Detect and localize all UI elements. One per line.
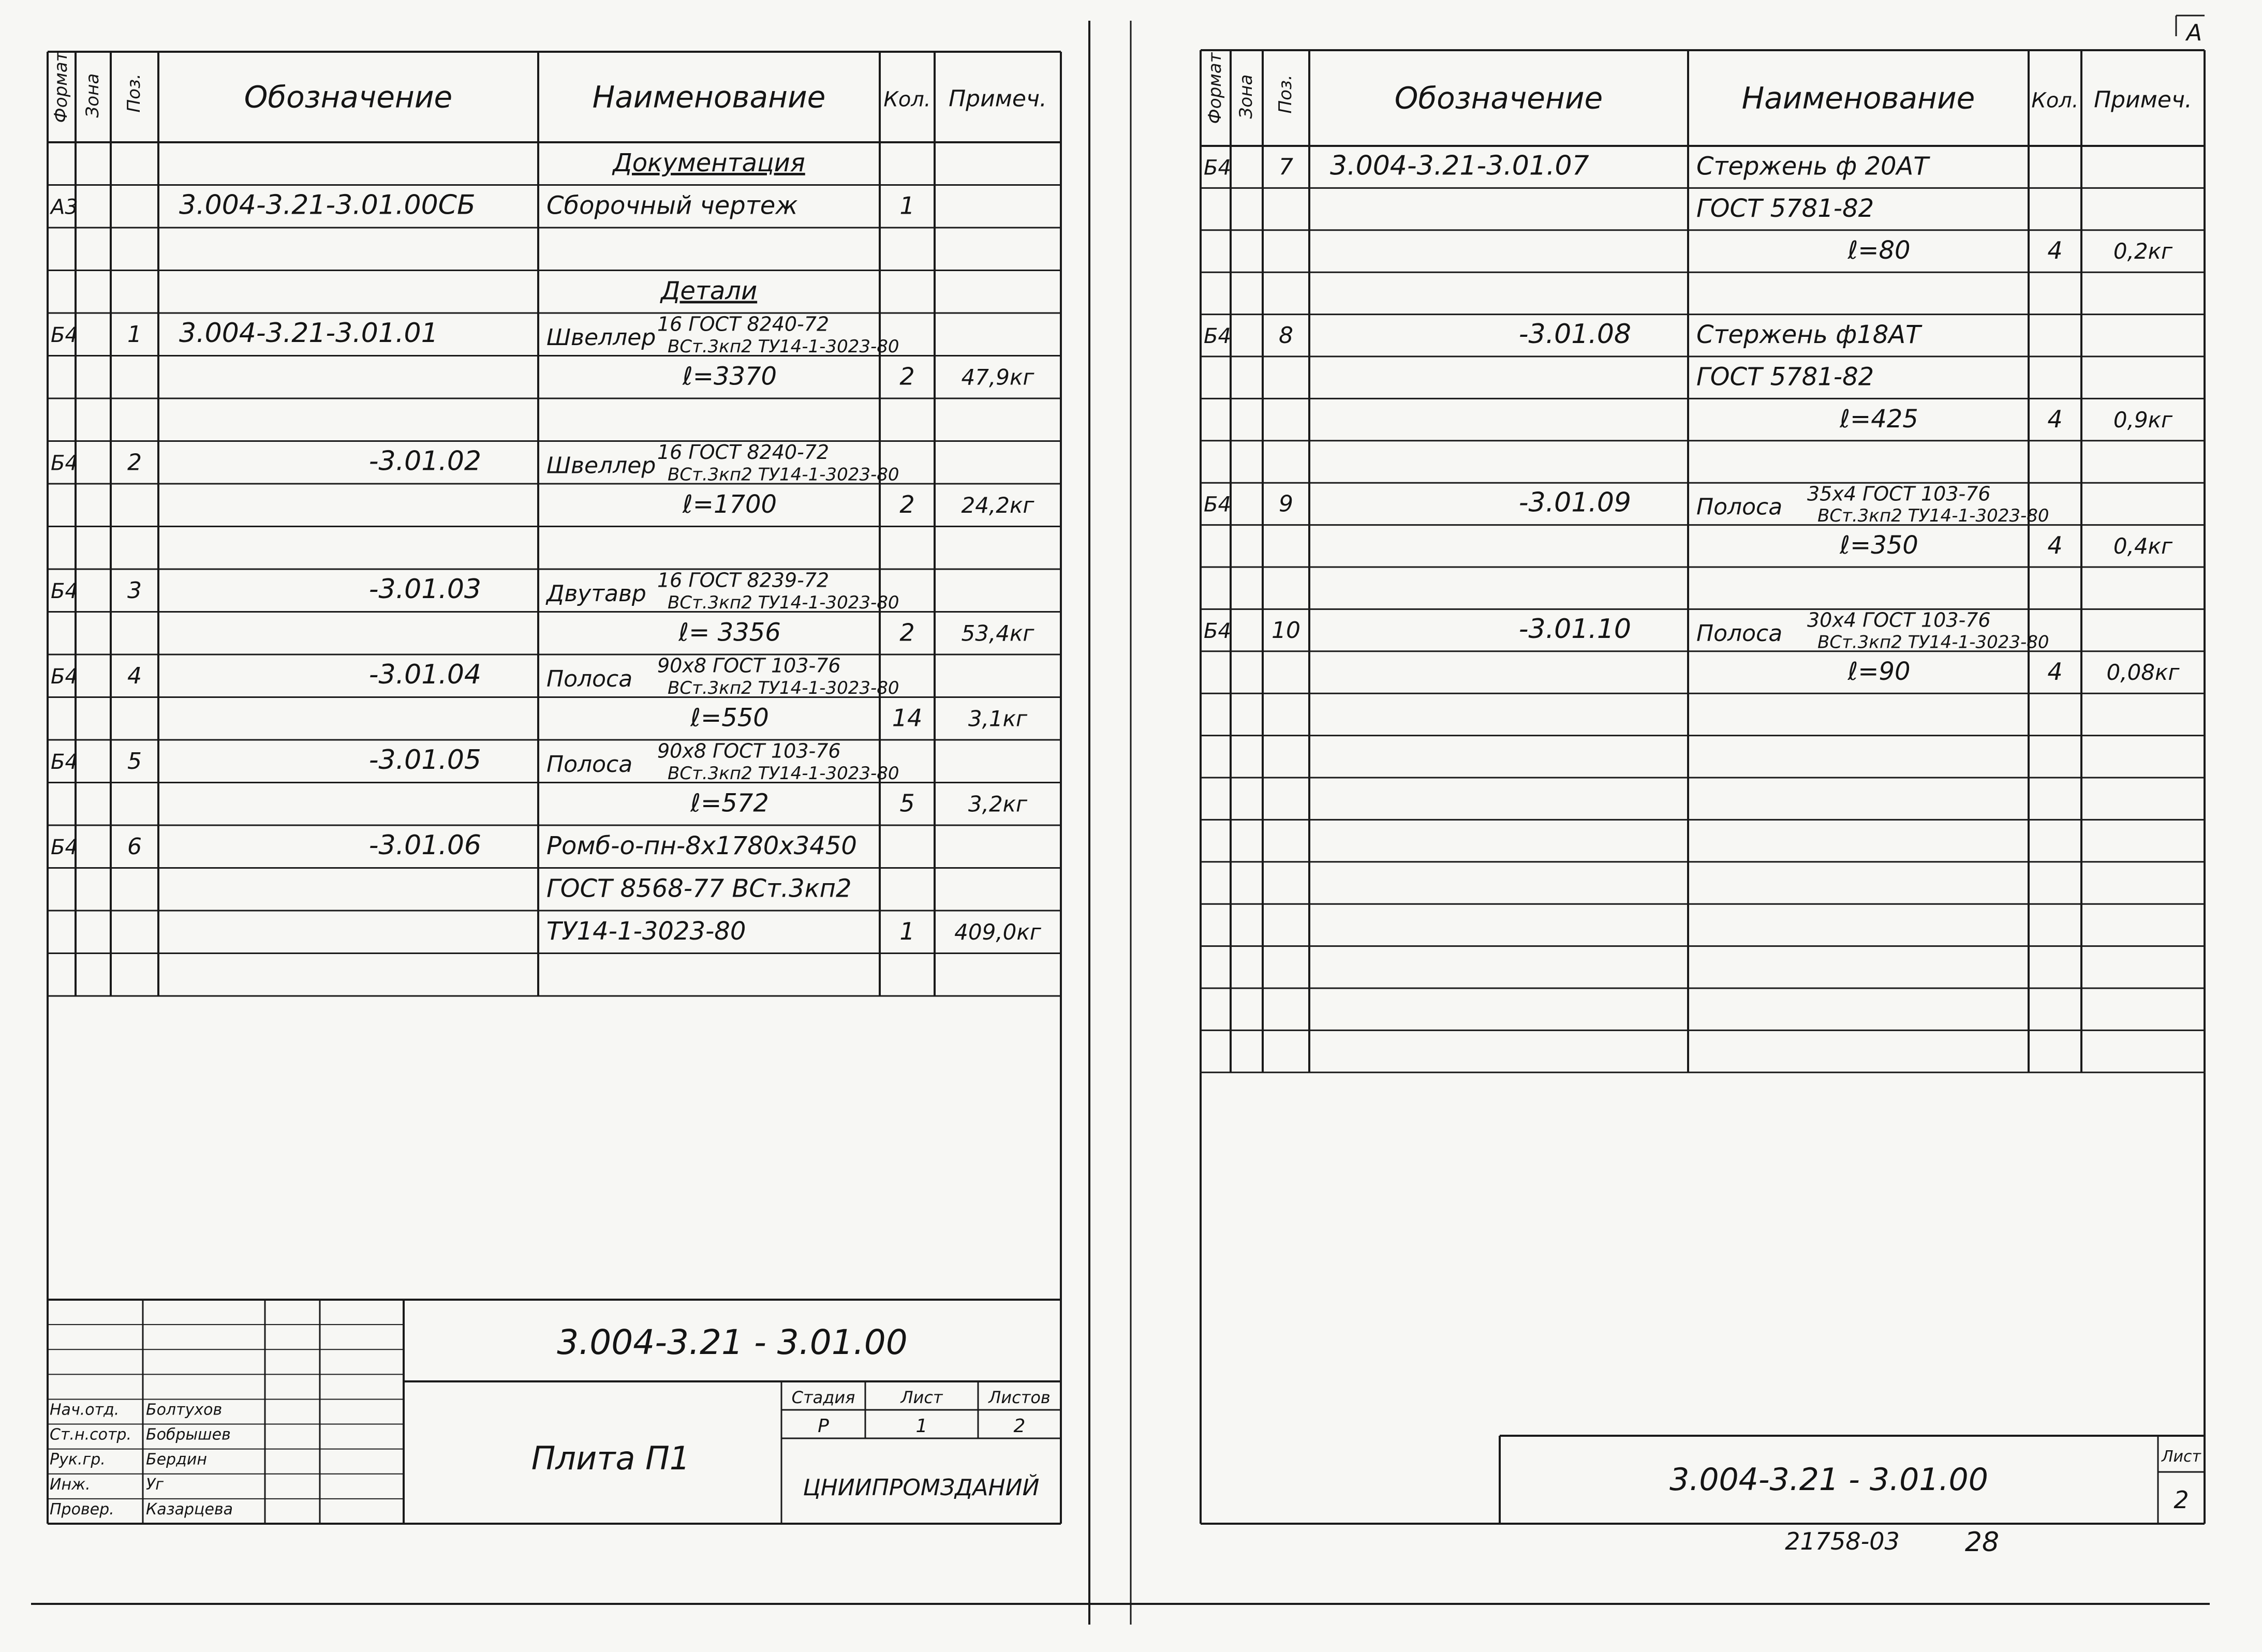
row-format: Б4 [1204, 324, 1231, 348]
row-format: Б4 [51, 451, 78, 475]
row-quantity: 4 [2047, 531, 2063, 559]
row-name: ГОСТ 8568-77 ВСт.3кп2 [546, 874, 852, 903]
row-name-material: ВСт.3кп2 ТУ14-1-3023-80 [1817, 505, 2049, 527]
row-name: Стержень ф 20АТ [1696, 152, 1929, 181]
archive-number: 21758-03 [1785, 1527, 1900, 1555]
row-name: Стержень ф18АТ [1696, 320, 1921, 349]
signer-role: Ст.н.сотр. [50, 1425, 132, 1444]
row-position: 5 [127, 748, 142, 775]
row-name-material: ВСт.3кп2 ТУ14-1-3023-80 [668, 336, 899, 357]
row-quantity: 2 [899, 490, 915, 519]
row-name: Полоса [1696, 620, 1783, 647]
signer-role: Провер. [50, 1500, 114, 1519]
header-designation: Обозначение [1394, 80, 1603, 116]
header-qty: Кол. [2031, 88, 2079, 113]
row-designation: -3.01.04 [368, 659, 481, 691]
row-position: 6 [127, 834, 142, 860]
header-format: Формат [1205, 52, 1225, 124]
row-name-material: ВСт.3кп2 ТУ14-1-3023-80 [1817, 632, 2049, 653]
row-note: 409,0кг [954, 919, 1041, 945]
row-name: Двутавр [546, 581, 646, 607]
row-name: ГОСТ 5781-82 [1696, 194, 1874, 223]
right-sheet-value: 2 [2174, 1486, 2189, 1514]
row-note: 53,4кг [961, 620, 1034, 646]
row-length: ℓ=90 [1847, 657, 1911, 687]
row-format: Б4 [51, 323, 78, 348]
signer-role: Нач.отд. [50, 1401, 120, 1419]
row-format: Б4 [1204, 619, 1231, 643]
row-note: 3,1кг [968, 706, 1028, 732]
row-note: 0,08кг [2106, 660, 2180, 686]
row-designation: -3.01.10 [1518, 613, 1631, 645]
row-name-spec: 30х4 ГОСТ 103-76 [1807, 608, 1991, 632]
row-name-material: ВСт.3кп2 ТУ14-1-3023-80 [668, 464, 899, 485]
row-note: 0,9кг [2113, 407, 2173, 433]
row-designation: -3.01.09 [1518, 487, 1631, 518]
row-position: 8 [1279, 322, 1293, 349]
signer-name: Бобрышев [146, 1425, 231, 1444]
header-note: Примеч. [2094, 86, 2192, 113]
header-note: Примеч. [949, 85, 1047, 112]
header-name: Наименование [592, 79, 826, 115]
signer-name: Бердин [146, 1450, 207, 1469]
row-length: ℓ=350 [1840, 530, 1918, 560]
row-designation: 3.004-3.21-3.01.00СБ [179, 189, 476, 221]
right-sheet-label: Лист [2161, 1448, 2201, 1466]
row-note: 0,4кг [2113, 533, 2173, 559]
row-name-spec: 16 ГОСТ 8240-72 [657, 312, 830, 336]
row-quantity: 5 [899, 789, 915, 817]
row-quantity: 1 [899, 191, 915, 220]
row-position: 9 [1279, 490, 1293, 517]
row-length: ℓ=1700 [682, 490, 777, 519]
header-pos: Поз. [1275, 75, 1296, 114]
header-format: Формат [51, 51, 71, 123]
row-note: 3,2кг [968, 791, 1028, 817]
row-designation: -3.01.08 [1518, 318, 1631, 350]
row-note: 24,2кг [961, 493, 1034, 518]
row-position: 3 [127, 577, 142, 604]
signer-role: Инж. [50, 1475, 91, 1494]
row-format: Б4 [51, 665, 78, 689]
header-zone: Зона [1236, 74, 1256, 119]
row-quantity: 1 [899, 917, 915, 946]
row-length: ℓ= 3356 [678, 618, 781, 647]
row-name: Швеллер [546, 452, 656, 479]
right-doc-code: 3.004-3.21 - 3.01.00 [1669, 1462, 1988, 1498]
sheet-label: Лист [900, 1388, 943, 1407]
row-format: Б4 [51, 750, 78, 775]
page-number: 28 [1964, 1527, 2000, 1558]
signer-role: Рук.гр. [50, 1450, 106, 1469]
row-name: ТУ14-1-3023-80 [546, 917, 746, 946]
row-format: Б4 [1204, 493, 1231, 517]
section-heading: Документация [613, 148, 805, 178]
organization: ЦНИИПРОМЗДАНИЙ [803, 1475, 1040, 1501]
row-name: Ромб-о-пн-8х1780х3450 [546, 831, 857, 861]
header-name: Наименование [1741, 80, 1975, 116]
row-name-spec: 90х8 ГОСТ 103-76 [657, 654, 841, 677]
row-name: Полоса [546, 666, 633, 693]
row-position: 4 [127, 663, 142, 690]
row-name-material: ВСт.3кп2 ТУ14-1-3023-80 [668, 677, 899, 698]
row-position: 10 [1272, 617, 1300, 644]
row-name-material: ВСт.3кп2 ТУ14-1-3023-80 [668, 763, 899, 784]
row-quantity: 2 [899, 362, 915, 391]
corner-mark: А [2186, 20, 2202, 46]
row-name-spec: 35х4 ГОСТ 103-76 [1807, 482, 1991, 505]
header-qty: Кол. [883, 87, 931, 112]
row-name-spec: 90х8 ГОСТ 103-76 [657, 739, 841, 763]
row-length: ℓ=572 [690, 788, 769, 818]
row-length: ℓ=425 [1840, 404, 1918, 434]
row-format: Б4 [1204, 156, 1231, 180]
row-format: Б4 [51, 579, 78, 604]
row-length: ℓ=550 [690, 703, 769, 733]
row-name: Сборочный чертеж [546, 191, 798, 220]
row-name-spec: 16 ГОСТ 8239-72 [657, 569, 830, 592]
row-name-spec: 16 ГОСТ 8240-72 [657, 441, 830, 464]
row-designation: 3.004-3.21-3.01.07 [1330, 150, 1589, 182]
row-name: Полоса [546, 751, 633, 778]
row-quantity: 4 [2047, 405, 2063, 433]
sheets-label: Листов [988, 1388, 1051, 1407]
row-quantity: 4 [2047, 658, 2063, 686]
row-length: ℓ=3370 [682, 362, 777, 391]
row-format: Б4 [51, 836, 78, 860]
row-format: А3 [51, 195, 78, 219]
row-designation: 3.004-3.21-3.01.01 [179, 318, 438, 349]
sheet-value: 1 [915, 1416, 928, 1437]
stage-label: Стадия [791, 1388, 855, 1407]
row-designation: -3.01.03 [368, 574, 481, 605]
stage-value: Р [818, 1416, 829, 1437]
row-name-material: ВСт.3кп2 ТУ14-1-3023-80 [668, 592, 899, 613]
row-note: 47,9кг [961, 364, 1034, 390]
row-position: 7 [1279, 154, 1293, 181]
row-name: Швеллер [546, 324, 656, 351]
row-length: ℓ=80 [1847, 236, 1911, 265]
row-name: Полоса [1696, 494, 1783, 520]
row-designation: -3.01.02 [368, 445, 481, 477]
row-position: 1 [127, 321, 142, 348]
header-designation: Обозначение [244, 79, 453, 115]
sheets-value: 2 [1013, 1416, 1026, 1437]
row-quantity: 4 [2047, 236, 2063, 265]
section-heading: Детали [660, 276, 758, 306]
row-name: ГОСТ 5781-82 [1696, 362, 1874, 392]
signer-name: Казарцева [146, 1500, 233, 1519]
header-pos: Поз. [124, 73, 144, 113]
row-designation: -3.01.05 [368, 745, 481, 776]
doc-code: 3.004-3.21 - 3.01.00 [557, 1322, 908, 1362]
row-quantity: 14 [892, 704, 923, 732]
row-quantity: 2 [899, 618, 915, 647]
row-designation: -3.01.06 [368, 830, 481, 861]
signer-name: Болтухов [146, 1401, 223, 1419]
doc-name: Плита П1 [531, 1439, 690, 1477]
header-zone: Зона [82, 73, 103, 118]
signer-name: Уг [146, 1475, 164, 1494]
row-position: 2 [127, 449, 142, 476]
row-note: 0,2кг [2113, 239, 2173, 264]
